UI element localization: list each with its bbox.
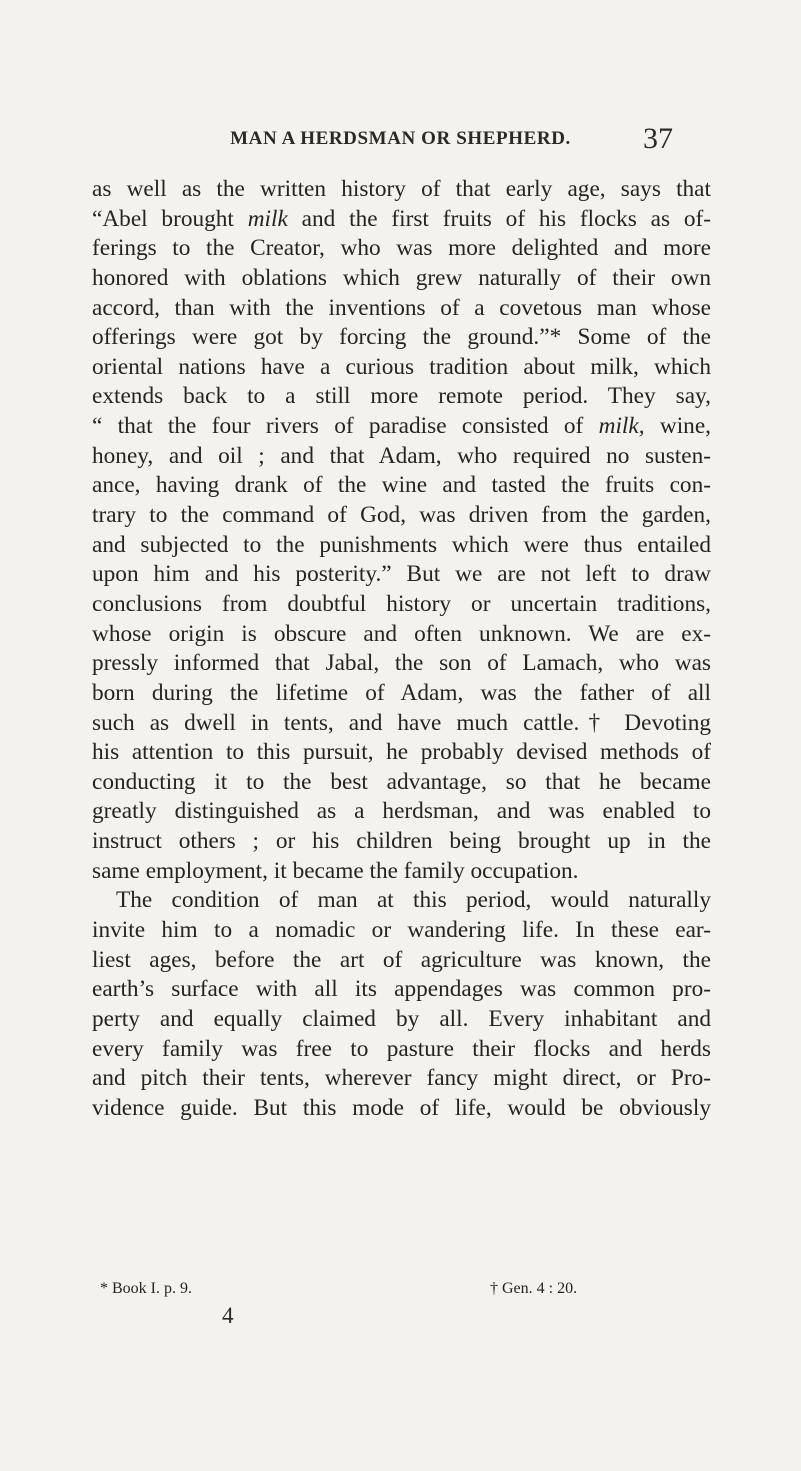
text-line: his attention to this pursuit, he probably devised methods of <box>92 739 711 766</box>
text-line: oriental nations have a curious tradition about milk, which <box>92 353 711 380</box>
text-segment: wine, <box>644 413 711 440</box>
text-line: earth’s surface with all its appendages was common pro- <box>92 976 711 1003</box>
running-title: MAN A HERDSMAN OR SHEPHERD. <box>230 128 571 149</box>
text-line: pressly informed that Jabal, the son of Lamach, who was <box>92 650 711 677</box>
text-line: extends back to a still more remote period. They say, <box>92 383 711 410</box>
text-line: invite him to a nomadic or wandering life. In these ear- <box>92 917 711 944</box>
text-line: greatly distinguished as a herdsman, and was enabled to <box>92 798 711 825</box>
footnote: * Book I. p. 9. <box>100 1280 192 1297</box>
text-line: and pitch their tents, wherever fancy might direct, or Pro- <box>92 1065 711 1092</box>
italic-word: milk, <box>598 413 645 440</box>
text-segment: and the first fruits of his flocks as of- <box>287 205 711 232</box>
italic-word: milk <box>247 205 288 232</box>
text-line: liest ages, before the art of agriculture was known, the <box>92 946 711 973</box>
text-line: same employment, it became the family occupation. <box>92 857 579 884</box>
text-segment: “Abel brought <box>92 205 248 232</box>
text-line: upon him and his posterity.” But we are not left to draw <box>92 561 711 588</box>
text-line: born during the lifetime of Adam, was the father of all <box>92 679 711 706</box>
text-line: instruct others ; or his children being brought up in the <box>92 828 711 855</box>
text-line: conclusions from doubtful history or uncertain traditions, <box>92 590 711 617</box>
text-line <box>92 412 711 442</box>
text-line <box>92 205 711 235</box>
page-number: 37 <box>643 122 673 155</box>
running-head <box>0 122 801 158</box>
text-line: conducting it to the best advantage, so that he became <box>92 768 711 795</box>
text-line: and subjected to the punishments which were thus entailed <box>92 531 711 558</box>
text-line: such as dwell in tents, and have much cattle.† Devoting <box>92 709 711 736</box>
text-line: accord, than with the inventions of a covetous man whose <box>92 294 711 321</box>
text-segment: “ that the four rivers of paradise consisted of <box>92 413 599 440</box>
text-line: trary to the command of God, was driven from the garden, <box>92 502 711 529</box>
text-line: offerings were got by forcing the ground.”* Some of the <box>92 324 711 351</box>
footnote: † Gen. 4 : 20. <box>490 1280 578 1297</box>
text-line: every family was free to pasture their flocks and herds <box>92 1035 711 1062</box>
text-line: honey, and oil ; and that Adam, who required no susten- <box>92 442 711 469</box>
text-line: whose origin is obscure and often unknown. We are ex- <box>92 620 711 647</box>
text-line: honored with oblations which grew naturally of their own <box>92 264 711 291</box>
signature-mark: 4 <box>222 1303 234 1328</box>
text-line: ance, having drank of the wine and tasted the fruits con- <box>92 472 711 499</box>
text-line: The condition of man at this period, would naturally <box>116 887 711 914</box>
text-line: perty and equally claimed by all. Every inhabitant and <box>92 1005 711 1032</box>
footnotes <box>92 1280 711 1304</box>
body-text <box>92 175 711 1124</box>
text-line: ferings to the Creator, who was more delighted and more <box>92 235 711 262</box>
text-line: vidence guide. But this mode of life, would be obviously <box>92 1094 711 1121</box>
text-line: as well as the written history of that early age, says that <box>92 176 711 202</box>
